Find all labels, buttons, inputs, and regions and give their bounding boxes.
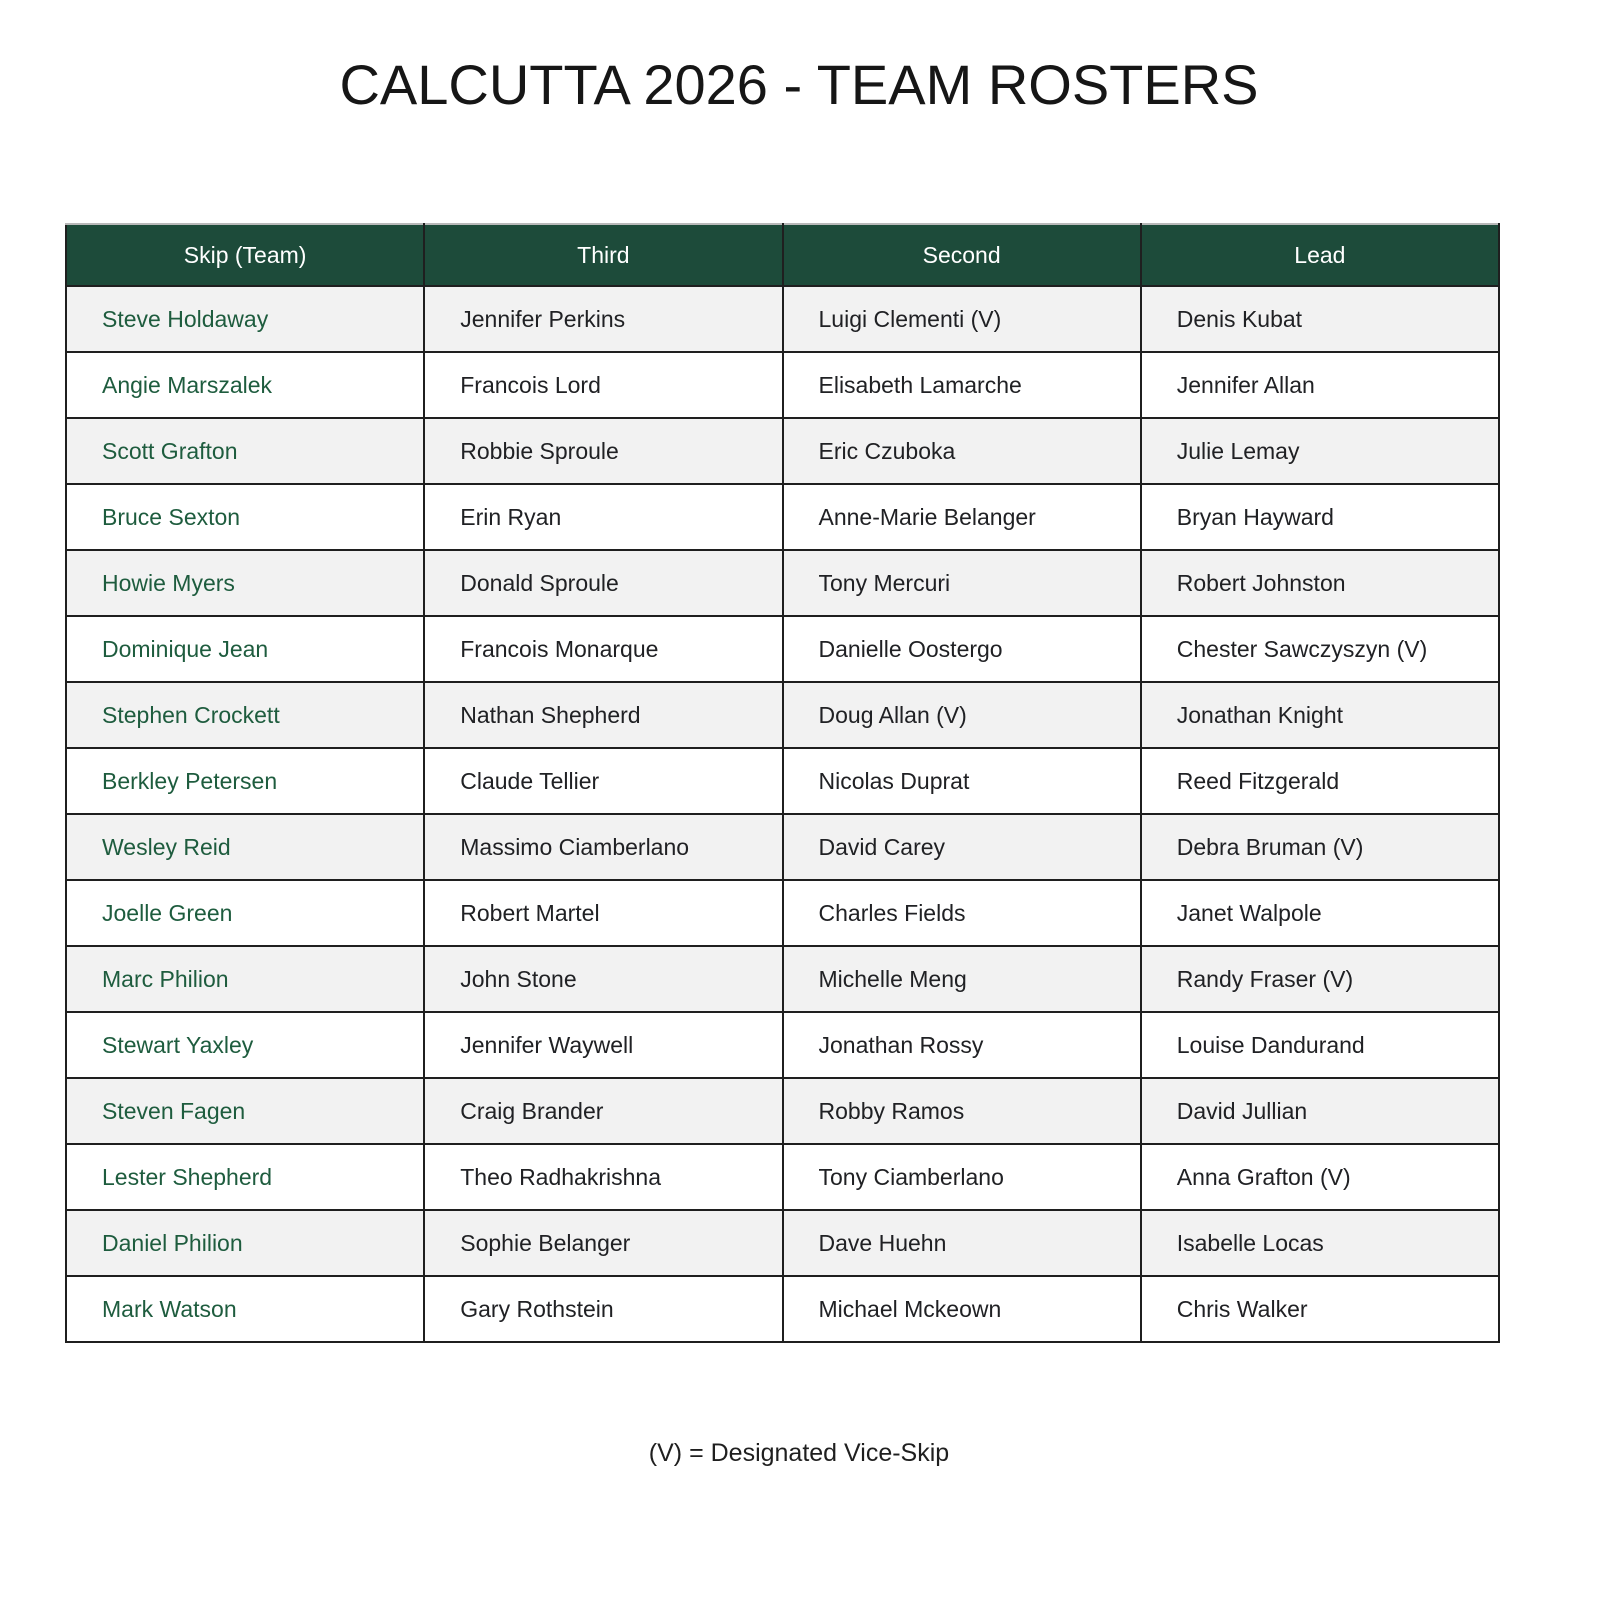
cell-third: Robert Martel: [424, 880, 782, 946]
cell-skip: Dominique Jean: [66, 616, 424, 682]
cell-third: Francois Monarque: [424, 616, 782, 682]
cell-third: Nathan Shepherd: [424, 682, 782, 748]
cell-second: Eric Czuboka: [783, 418, 1141, 484]
cell-skip: Bruce Sexton: [66, 484, 424, 550]
table-row: [66, 880, 1499, 946]
column-header-second: Second: [783, 224, 1141, 286]
table-row: [66, 748, 1499, 814]
cell-skip: Marc Philion: [66, 946, 424, 1012]
column-header-third: Third: [424, 224, 782, 286]
cell-second: Elisabeth Lamarche: [783, 352, 1141, 418]
cell-second: Doug Allan (V): [783, 682, 1141, 748]
cell-lead: David Jullian: [1141, 1078, 1499, 1144]
page-title: CALCUTTA 2026 - TEAM ROSTERS: [339, 53, 1259, 116]
cell-second: Danielle Oostergo: [783, 616, 1141, 682]
table-row: [66, 616, 1499, 682]
table-row: [66, 1012, 1499, 1078]
vice-skip-legend: (V) = Designated Vice-Skip: [648, 1439, 950, 1467]
cell-skip: Mark Watson: [66, 1276, 424, 1342]
table-row: [66, 352, 1499, 418]
table-row: [66, 946, 1499, 1012]
cell-lead: Jonathan Knight: [1141, 682, 1499, 748]
cell-skip: Daniel Philion: [66, 1210, 424, 1276]
cell-skip: Joelle Green: [66, 880, 424, 946]
cell-lead: Chester Sawczyszyn (V): [1141, 616, 1499, 682]
cell-third: Gary Rothstein: [424, 1276, 782, 1342]
cell-skip: Angie Marszalek: [66, 352, 424, 418]
cell-lead: Randy Fraser (V): [1141, 946, 1499, 1012]
cell-lead: Janet Walpole: [1141, 880, 1499, 946]
cell-second: Michelle Meng: [783, 946, 1141, 1012]
cell-second: Jonathan Rossy: [783, 1012, 1141, 1078]
cell-second: Robby Ramos: [783, 1078, 1141, 1144]
cell-third: Massimo Ciamberlano: [424, 814, 782, 880]
cell-second: Luigi Clementi (V): [783, 286, 1141, 352]
table-row: [66, 418, 1499, 484]
table-row: [66, 484, 1499, 550]
cell-lead: Reed Fitzgerald: [1141, 748, 1499, 814]
cell-lead: Jennifer Allan: [1141, 352, 1499, 418]
cell-second: David Carey: [783, 814, 1141, 880]
cell-skip: Scott Grafton: [66, 418, 424, 484]
cell-third: Erin Ryan: [424, 484, 782, 550]
cell-second: Tony Ciamberlano: [783, 1144, 1141, 1210]
cell-third: Sophie Belanger: [424, 1210, 782, 1276]
cell-lead: Robert Johnston: [1141, 550, 1499, 616]
table-header: [66, 224, 1499, 286]
cell-third: Craig Brander: [424, 1078, 782, 1144]
cell-second: Charles Fields: [783, 880, 1141, 946]
cell-lead: Julie Lemay: [1141, 418, 1499, 484]
cell-skip: Howie Myers: [66, 550, 424, 616]
cell-skip: Berkley Petersen: [66, 748, 424, 814]
cell-third: Jennifer Perkins: [424, 286, 782, 352]
cell-third: Robbie Sproule: [424, 418, 782, 484]
cell-third: Theo Radhakrishna: [424, 1144, 782, 1210]
cell-lead: Isabelle Locas: [1141, 1210, 1499, 1276]
cell-third: Francois Lord: [424, 352, 782, 418]
column-header-lead: Lead: [1141, 224, 1499, 286]
cell-third: Claude Tellier: [424, 748, 782, 814]
cell-lead: Anna Grafton (V): [1141, 1144, 1499, 1210]
cell-second: Tony Mercuri: [783, 550, 1141, 616]
table-body: [66, 286, 1499, 1342]
cell-lead: Bryan Hayward: [1141, 484, 1499, 550]
cell-skip: Lester Shepherd: [66, 1144, 424, 1210]
cell-skip: Stewart Yaxley: [66, 1012, 424, 1078]
table-row: [66, 550, 1499, 616]
table-row: [66, 814, 1499, 880]
table-row: [66, 1144, 1499, 1210]
column-header-skip: Skip (Team): [66, 224, 424, 286]
table-row: [66, 682, 1499, 748]
cell-skip: Stephen Crockett: [66, 682, 424, 748]
header-row: [66, 224, 1499, 286]
roster-table: [65, 223, 1500, 1343]
cell-skip: Steve Holdaway: [66, 286, 424, 352]
cell-second: Nicolas Duprat: [783, 748, 1141, 814]
cell-lead: Louise Dandurand: [1141, 1012, 1499, 1078]
cell-second: Dave Huehn: [783, 1210, 1141, 1276]
cell-skip: Steven Fagen: [66, 1078, 424, 1144]
table-row: [66, 1078, 1499, 1144]
table-row: [66, 1210, 1499, 1276]
table-row: [66, 286, 1499, 352]
cell-lead: Denis Kubat: [1141, 286, 1499, 352]
table-row: [66, 1276, 1499, 1342]
cell-second: Anne-Marie Belanger: [783, 484, 1141, 550]
cell-third: John Stone: [424, 946, 782, 1012]
cell-skip: Wesley Reid: [66, 814, 424, 880]
cell-lead: Chris Walker: [1141, 1276, 1499, 1342]
cell-third: Donald Sproule: [424, 550, 782, 616]
cell-second: Michael Mckeown: [783, 1276, 1141, 1342]
cell-lead: Debra Bruman (V): [1141, 814, 1499, 880]
cell-third: Jennifer Waywell: [424, 1012, 782, 1078]
